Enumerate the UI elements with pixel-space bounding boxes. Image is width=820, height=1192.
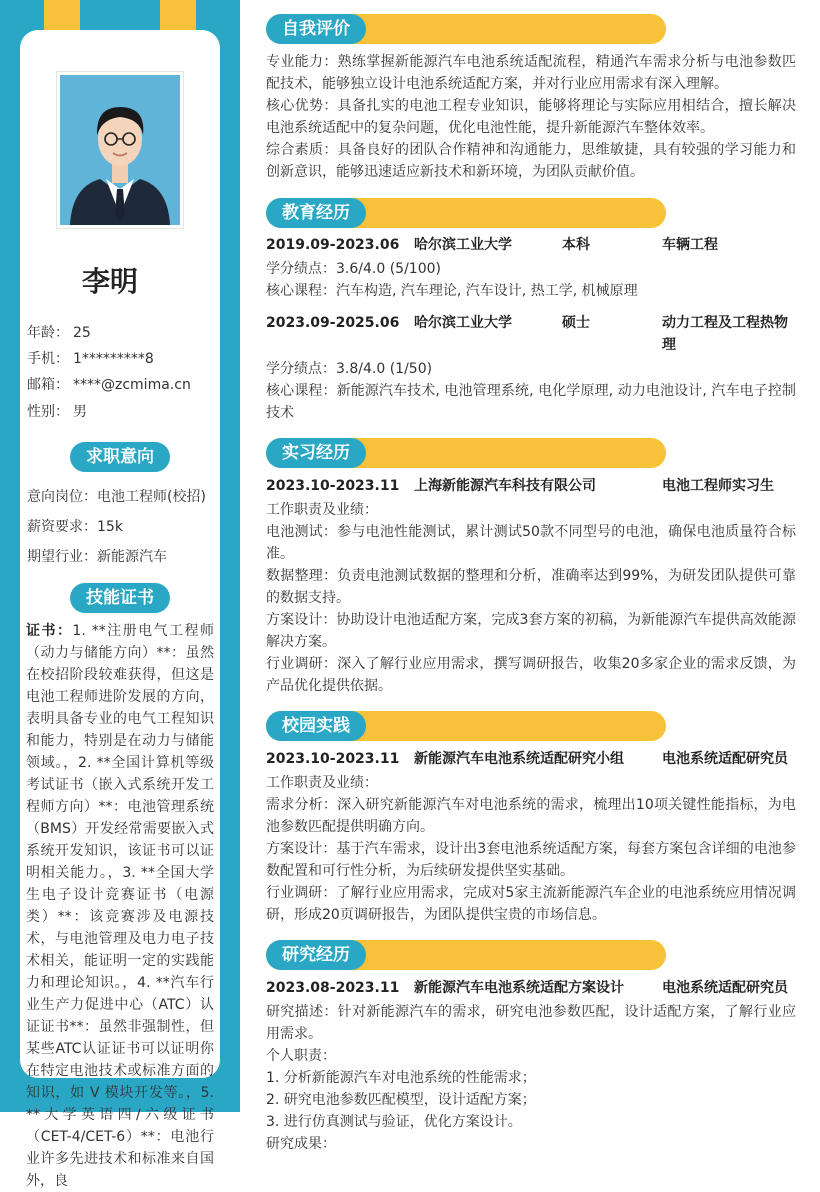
research-line: 3. 进行仿真测试与验证，优化方案设计。 — [266, 1114, 522, 1130]
info-label: 手机： — [27, 351, 69, 367]
edu-degree: 本科 — [562, 237, 590, 253]
edu-degree: 硕士 — [562, 315, 590, 331]
campus-org: 新能源汽车电池系统适配研究小组 — [414, 751, 624, 767]
section-title: 研究经历 — [266, 940, 366, 970]
intent-value: 新能源汽车 — [97, 549, 167, 565]
info-age — [27, 322, 91, 342]
education-entry-detail — [266, 358, 796, 424]
info-label: 性别： — [27, 404, 69, 420]
info-label: 年龄： — [27, 325, 69, 341]
intent-label: 期望行业： — [27, 549, 97, 565]
info-gender — [27, 401, 87, 421]
section-title: 实习经历 — [266, 438, 366, 468]
skills-body: 1. **注册电气工程师（动力与储能方向）**：虽然在校招阶段较难获得，但这是电池工程师进阶发展的方向，表明具备专业的电气工程知识和能力，特别是在动力与储能领域。，2. **全国计算机等级考试证书（嵌入式系统开发工程师方向）**：电池管理系统（BMS）开发经常需要嵌入式系统开发知识，该证书可以证明相关能力。，3. **全国大学生电子设计竞赛证书（电源类）**：该竞赛涉及电源技术，与电池管理及电力电子技术相关，能证明一定的实践能力和理论知识。，4. **汽车行业生产力促进中心（ATC）认证证书**：虽然非强制性，但某些ATC认证证书可以证明你在特定电池技术或标准方面的知识，如 V 模块开发等。，5. **大学英语四/六级证书（CET-4/CET-6）**：电池行业许多先进技术和标准来自国外，良 — [26, 623, 215, 1189]
intent-label: 薪资要求： — [27, 519, 97, 535]
internship-body — [266, 499, 796, 697]
intern-role: 电池工程师实习生 — [662, 478, 774, 494]
intern-line: 方案设计：协助设计电池适配方案，完成3套方案的初稿，为新能源汽车提供高效能源解决方案。 — [266, 612, 796, 650]
campus-line: 工作职责及业绩： — [266, 775, 378, 791]
campus-line: 需求分析：深入研究新能源汽车对电池系统的需求，梳理出10项关键性能指标，为电池参数匹配提供明确方向。 — [266, 797, 796, 835]
research-role: 电池系统适配研究员 — [662, 980, 788, 996]
intern-date: 2023.10-2023.11 — [266, 478, 400, 494]
info-value: 25 — [73, 325, 91, 341]
edu-date: 2019.09-2023.06 — [266, 237, 400, 253]
intent-position — [27, 486, 206, 506]
intent-heading: 求职意向 — [70, 442, 170, 472]
edu-date: 2023.09-2025.06 — [266, 315, 400, 331]
section-title: 校园实践 — [266, 711, 366, 741]
campus-date: 2023.10-2023.11 — [266, 751, 400, 767]
self-eval-paragraph: 核心优势：具备扎实的电池工程专业知识，能够将理论与实际应用相结合，擅长解决电池系统适配中的复杂问题，优化电池性能，提升新能源汽车整体效率。 — [266, 98, 796, 136]
edu-gpa: 学分绩点：3.6/4.0 (5/100) — [266, 261, 441, 277]
section-title: 教育经历 — [266, 198, 366, 228]
info-value: 男 — [73, 404, 87, 420]
info-value: ****@zcmima.cn — [73, 377, 191, 393]
edu-major: 动力工程及工程热物理 — [662, 315, 788, 353]
profile-photo — [56, 71, 184, 229]
campus-line: 方案设计：基于汽车需求，设计出3套电池系统适配方案，每套方案包含详细的电池参数配置和可行性分析，为后续研发提供坚实基础。 — [266, 841, 796, 879]
skills-text — [26, 620, 214, 1192]
section-education — [266, 198, 666, 228]
section-internship — [266, 438, 666, 468]
skills-heading: 技能证书 — [70, 583, 170, 613]
education-entry-detail — [266, 258, 796, 302]
intern-line: 行业调研：深入了解行业应用需求，撰写调研报告，收集20多家企业的需求反馈，为产品优化提供依据。 — [266, 656, 796, 694]
candidate-name: 李明 — [81, 265, 138, 298]
campus-line: 行业调研：了解行业应用需求，完成对5家主流新能源汽车企业的电池系统应用情况调研，形成20页调研报告，为团队提供宝贵的市场信息。 — [266, 885, 796, 923]
edu-major: 车辆工程 — [662, 237, 718, 253]
info-email — [27, 374, 191, 394]
self-eval-paragraph: 专业能力：熟练掌握新能源汽车电池系统适配流程，精通汽车需求分析与电池参数匹配技术，能够独立设计电池系统适配方案，并对行业应用需求有深入理解。 — [266, 54, 796, 92]
research-project: 新能源汽车电池系统适配方案设计 — [414, 980, 624, 996]
intern-line: 工作职责及业绩： — [266, 502, 378, 518]
intent-label: 意向岗位： — [27, 489, 97, 505]
edu-courses: 核心课程：汽车构造, 汽车理论, 汽车设计, 热工学, 机械原理 — [266, 283, 638, 299]
avatar — [60, 75, 180, 225]
campus-body — [266, 772, 796, 926]
info-value: 1*********8 — [73, 351, 154, 367]
intent-salary — [27, 516, 123, 536]
edu-courses: 核心课程：新能源汽车技术, 电池管理系统, 电化学原理, 动力电池设计, 汽车电子控制技术 — [266, 383, 796, 421]
research-date: 2023.08-2023.11 — [266, 980, 400, 996]
section-campus — [266, 711, 666, 741]
self-eval-paragraph: 综合素质：具备良好的团队合作精神和沟通能力，思维敏捷，具有较强的学习能力和创新意识，能够迅速适应新技术和新环境，为团队贡献价值。 — [266, 142, 796, 180]
intent-industry — [27, 546, 167, 566]
decor-stripe — [44, 0, 80, 30]
self-eval-body — [266, 51, 796, 183]
edu-gpa: 学分绩点：3.8/4.0 (1/50) — [266, 361, 433, 377]
research-line: 研究成果： — [266, 1136, 336, 1152]
decor-stripe — [160, 0, 196, 30]
research-body — [266, 1001, 796, 1155]
info-phone — [27, 348, 154, 368]
edu-school: 哈尔滨工业大学 — [414, 237, 512, 253]
intent-value: 15k — [97, 519, 123, 535]
edu-school: 哈尔滨工业大学 — [414, 315, 512, 331]
campus-role: 电池系统适配研究员 — [662, 751, 788, 767]
research-line: 2. 研究电池参数匹配模型，设计适配方案； — [266, 1092, 536, 1108]
section-title: 自我评价 — [266, 14, 366, 44]
section-research — [266, 940, 666, 970]
research-line: 研究描述：针对新能源汽车的需求，研究电池参数匹配，设计适配方案，了解行业应用需求。 — [266, 1004, 796, 1042]
intent-value: 电池工程师(校招) — [97, 489, 206, 505]
intern-line: 电池测试：参与电池性能测试，累计测试50款不同型号的电池，确保电池质量符合标准。 — [266, 524, 796, 562]
skills-label: 证书： — [26, 623, 73, 639]
section-self-eval — [266, 14, 666, 44]
info-label: 邮箱： — [27, 377, 69, 393]
research-line: 个人职责： — [266, 1048, 336, 1064]
intern-line: 数据整理：负责电池测试数据的整理和分析，准确率达到99%，为研发团队提供可靠的数据支持。 — [266, 568, 796, 606]
research-line: 1. 分析新能源汽车对电池系统的性能需求； — [266, 1070, 536, 1086]
intern-company: 上海新能源汽车科技有限公司 — [414, 478, 596, 494]
